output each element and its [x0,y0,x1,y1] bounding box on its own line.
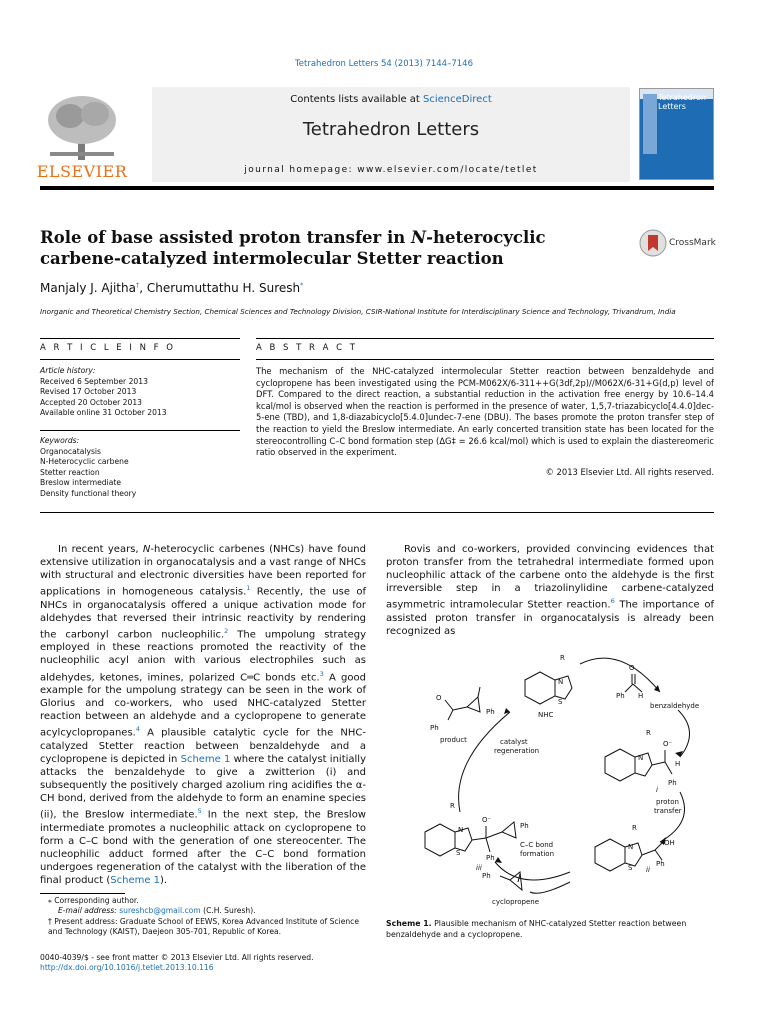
info-top-rule [40,338,240,339]
abstract-copyright: © 2013 Elsevier Ltd. All rights reserved. [545,467,714,477]
abstract-text: The mechanism of the NHC-catalyzed intermolecular Stetter reaction between benzaldehyde and cyclopropene has been investigated using the PCM-M062X/6-311++G(3df,2p)//M062X/6-31+G(d,p) level of DFT. Compared to the direct reaction, a substantial reduction in the activation free energy by 10.6–14.4 kcal/mol is observed when the reaction is performed in the presence of water, 1,5,7-triazabicyclo[4.4.0]dec-5-ene (TBD), and 1,8-diazabicyclo[5.4.0]undec-7-ene (DBU). The bases promote the proton transfer step of the reaction to yield the Breslow intermediate. An early concerted transition state has been located for the stereocontrolling C–C bond formation step (ΔG‡ = 26.6 kcal/mol) which is used to explain the diastereomeric ratio observed in the experiment. [256,366,714,458]
journal-citation[interactable]: Tetrahedron Letters 54 (2013) 7144–7146 [295,59,473,69]
issn-line: 0040-4039/$ - see front matter © 2013 Elsevier Ltd. All rights reserved. [40,953,314,962]
keyword-4: Breslow intermediate [40,478,122,487]
scheme-Ph-ii: Ph [656,860,665,868]
scheme-catalyst-label: catalyst [500,738,528,746]
abstract-bottom-rule [40,512,714,513]
scheme-regeneration-label: regeneration [494,747,540,755]
scheme-Ph-iii-2: Ph [520,822,529,830]
scheme-cyclopropene-label: cyclopropene [492,898,540,906]
keyword-3: Stetter reaction [40,467,100,477]
scheme-caption-label: Scheme 1. [386,919,432,928]
scheme-Ph-prod2: Ph [486,708,495,716]
scheme-N-iii: N [458,826,464,834]
scheme-Ph-prod: Ph [430,724,439,732]
footnote-rule [40,893,125,894]
article-info-heading: A R T I C L E I N F O [40,343,176,353]
journal-cover-image [639,88,714,180]
scheme-1-figure [420,652,720,912]
scheme-caption-text: Plausible mechanism of NHC-catalyzed Stetter reaction between benzaldehyde and a cyclopropene. [386,919,687,939]
cover-title-1: Tetrahedron [658,93,706,102]
keyword-1: Organocatalysis [40,446,101,456]
paper-title [40,227,580,269]
title-part-2: -heterocyclic carbene-catalyzed intermolecular Stetter reaction [40,228,546,268]
right-paragraph: Rovis and co-workers, provided convincing evidences that proton transfer from the tetrahedral intermediate formed upon nucleophilic attack of the carbene onto the aldehyde is the first irreversible step in a triazolinylidine carbene-catalyzed asymmetric intramolecular Stetter reaction.$^6$ The importance of assisted proton transfer in organocatalysis is already been recognized as [386,544,714,637]
scheme-label-ii: ii [646,866,650,874]
scheme-S-top: S [558,698,563,706]
scheme-nhc-label: NHC [538,711,554,719]
author-list [40,281,303,295]
scheme-OH-ii: OH [664,839,675,847]
ref-2[interactable]: 2 [224,626,229,635]
abstract-top-rule [256,338,714,339]
article-history [40,366,240,419]
scheme-Ph-iii: Ph [486,854,495,862]
journal-title: Tetrahedron Letters [302,119,480,140]
sciencedirect-link[interactable]: ScienceDirect [423,94,492,105]
front-matter [40,953,440,974]
scheme-O-prod: O [436,694,442,702]
scheme-cc-label: C–C bond [520,841,554,849]
history-label: Article history: [40,366,96,375]
footnote-present-address: † Present address: Graduate School of EEWS, Korea Advanced Institute of Science and Technology (KAIST), Daejeon 305-701, Republic of Korea. [48,916,360,937]
scheme-S-iii: S [456,849,461,857]
author-2-mark[interactable]: * [300,281,304,289]
keywords-rule [40,430,240,431]
footnote-email: E-mail address: sureshcb@gmail.com (C.H. Suresh). [58,906,256,916]
history-accepted: Accepted 20 October 2013 [40,397,142,407]
ref-4[interactable]: 4 [135,725,140,734]
scheme-1-link[interactable]: Scheme 1 [180,753,231,765]
history-revised: Revised 17 October 2013 [40,387,137,396]
scheme-R-i: R [646,729,651,737]
crossmark-icon [639,229,667,257]
scheme-1-link-2[interactable]: Scheme 1 [110,874,161,886]
scheme-proton-label: proton [656,798,679,806]
cover-title-2: Letters [658,102,686,111]
abstract-heading: A B S T R A C T [256,343,358,353]
scheme-label-i: i [656,786,658,794]
scheme-Ph-i: Ph [668,779,677,787]
scheme-product-label: product [440,736,467,744]
scheme-Ominus-i: O⁻ [663,740,673,748]
author-2[interactable]: Cherumuttathu H. Suresh [146,281,301,295]
ref-1[interactable]: 1 [246,584,251,593]
scheme-Ominus-iii: O⁻ [482,816,492,824]
ref-6[interactable]: 6 [610,597,615,606]
title-italic: N [411,228,427,247]
doi-link[interactable]: http://dx.doi.org/10.1016/j.tetlet.2013.10.116 [40,963,214,973]
contents-line [152,94,630,105]
crossmark-label: CrossMark [669,238,716,248]
scheme-formation-label: formation [520,850,555,858]
contents-prefix: Contents lists available at [290,94,424,105]
scheme-O-ald: O [629,664,635,672]
ref-5[interactable]: 5 [197,807,202,816]
elsevier-wordmark: ELSEVIER [36,162,128,181]
email-link[interactable]: sureshcb@gmail.com [119,906,201,916]
intro-paragraph: In recent years, N-heterocyclic carbenes (NHCs) have found extensive utilization in organocatalysis and a vast range of NHCs with structural and electronic diversities have been reported for applications in homogeneous catalysis.$^1$ Recently, the use of NHCs in organocatalysis offered a unique activation mode for aldehydes that reversed their intrinsic reactivity by rendering the carbonyl carbon nucleophilic.$^2$ The umpolung strategy employed in these reactions promoted the reactivity of the nucleophilic acyl anion with various electrophiles such as aldehydes, ketones, imines, polarized C═C bonds etc.$^3$ A good example for the umpolung strategy can be seen in the work of Glorius and co-workers, who used NHC-catalyzed Stetter reaction between an aldehyde and a cyclopropene to generate acylcyclopropanes.$^4$ A plausible catalytic cycle for the NHC-catalyzed Stetter reaction between benzaldehyde and a cyclopropene is depicted in Scheme 1 where the catalyst initially attacks the benzaldehyde to give a zwitterion (i) and subsequently the positively charged azolium ring acidifies the α-CH bond, derived from the aldehyde to form an enamine species (ii), the Breslow intermediate.$^5$ In the next step, the Breslow intermediate promotes a nucleophilic attack on cyclopropene to form a C–C bond with the generation of one stereocenter. The nucleophilic adduct formed after the C–C bond formation undergoes regeneration of the catalyst with the liberation of the final product (Scheme 1). [40,544,366,886]
author-separator: , [139,281,147,295]
keyword-2: N-Heterocyclic carbene [40,457,129,466]
history-online: Available online 31 October 2013 [40,408,167,417]
history-received: Received 6 September 2013 [40,376,148,386]
title-part-1: Role of base assisted proton transfer in [40,228,412,247]
footnote-corresponding: ⁎ Corresponding author. [48,896,139,905]
scheme-caption [386,919,714,940]
ref-3[interactable]: 3 [319,669,324,678]
keywords-block [40,436,240,499]
scheme-H-i: H [675,760,681,768]
scheme-N-top: N [558,678,564,686]
scheme-N-ii: N [628,843,634,851]
scheme-label-iii: iii [476,864,482,872]
affiliation: Inorganic and Theoretical Chemistry Section, Chemical Sciences and Technology Division, CSIR-National Institute for Interdisciplinary Science and Technology, Trivandrum, India [40,307,676,316]
author-1-mark[interactable]: † [135,281,140,289]
crossmark-badge[interactable] [639,229,719,259]
scheme-R-ii: R [632,824,637,832]
scheme-N-i: N [638,754,644,762]
abstract-rule [256,359,714,360]
scheme-transfer-label: transfer [654,807,682,815]
journal-homepage[interactable]: journal homepage: www.elsevier.com/locate/tetlet [244,165,538,175]
author-1[interactable]: Manjaly J. Ajitha [40,281,136,295]
keyword-5: Density functional theory [40,488,137,498]
footnotes [40,896,370,938]
scheme-benzaldehyde-label: benzaldehyde [650,702,700,710]
scheme-H-ald: H [638,692,644,700]
scheme-S-ii: S [628,864,633,872]
keywords-label: Keywords: [40,436,80,445]
scheme-Ph-cyc: Ph [482,872,491,880]
info-rule [40,359,240,360]
scheme-Ph-ald: Ph [616,692,625,700]
scheme-R-top: R [560,654,565,662]
scheme-R-iii: R [450,802,455,810]
header-rule [40,186,714,190]
